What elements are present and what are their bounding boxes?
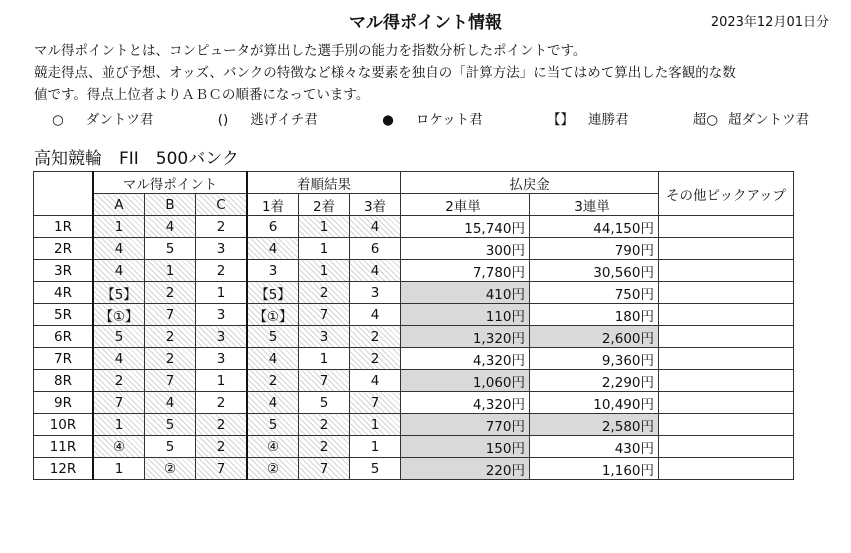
cell-a: 4 xyxy=(93,260,145,282)
cell-b: ② xyxy=(145,458,196,480)
cell-exacta: 1,060円 xyxy=(401,370,530,392)
cell-race: 1R xyxy=(34,216,94,238)
cell-other-pickup xyxy=(659,436,794,458)
cell-other-pickup xyxy=(659,304,794,326)
cell-a: 5 xyxy=(93,326,145,348)
cell-r3: 2 xyxy=(350,348,401,370)
cell-r3: 5 xyxy=(350,458,401,480)
table-row xyxy=(34,370,794,392)
cell-r2: 1 xyxy=(299,348,350,370)
cell-c: 1 xyxy=(196,282,248,304)
legend-item-renshou: 【】 連勝君 xyxy=(546,112,629,128)
cell-trifecta: 430円 xyxy=(530,436,659,458)
cell-c: 2 xyxy=(196,436,248,458)
cell-other-pickup xyxy=(659,282,794,304)
header-c: C xyxy=(196,194,248,216)
cell-b: 7 xyxy=(145,304,196,326)
header-exacta: 2車単 xyxy=(401,194,530,216)
cell-race: 3R xyxy=(34,260,94,282)
table-row xyxy=(34,260,794,282)
header-payout: 払戻金 xyxy=(401,172,659,194)
cell-c: 2 xyxy=(196,216,248,238)
table-row xyxy=(34,216,794,238)
cell-c: 3 xyxy=(196,326,248,348)
cell-other-pickup xyxy=(659,392,794,414)
cell-a: 2 xyxy=(93,370,145,392)
legend-item-dantotsu: ○ ダントツ君 xyxy=(52,112,154,128)
cell-r1: 5 xyxy=(247,414,299,436)
header-other-pickup: その他ピックアップ xyxy=(659,172,794,216)
cell-r1: 6 xyxy=(247,216,299,238)
cell-exacta: 15,740円 xyxy=(401,216,530,238)
results-table xyxy=(33,171,794,480)
cell-b: 5 xyxy=(145,414,196,436)
header-second: 2着 xyxy=(299,194,350,216)
legend xyxy=(52,108,851,128)
cell-other-pickup xyxy=(659,326,794,348)
cell-other-pickup xyxy=(659,216,794,238)
page-title: マル得ポイント情報 xyxy=(349,13,502,33)
table-row xyxy=(34,458,794,480)
cell-other-pickup xyxy=(659,348,794,370)
table-row xyxy=(34,326,794,348)
cell-r3: 4 xyxy=(350,370,401,392)
table-row xyxy=(34,392,794,414)
header-first: 1着 xyxy=(247,194,299,216)
cell-race: 9R xyxy=(34,392,94,414)
cell-exacta: 4,320円 xyxy=(401,348,530,370)
header-a: A xyxy=(93,194,145,216)
cell-r3: 2 xyxy=(350,326,401,348)
cell-other-pickup xyxy=(659,238,794,260)
cell-r1: 4 xyxy=(247,392,299,414)
cell-other-pickup xyxy=(659,458,794,480)
header-results: 着順結果 xyxy=(247,172,401,194)
cell-r2: 5 xyxy=(299,392,350,414)
cell-b: 4 xyxy=(145,392,196,414)
table-row xyxy=(34,436,794,458)
cell-b: 2 xyxy=(145,326,196,348)
cell-r1: 4 xyxy=(247,238,299,260)
cell-exacta: 7,780円 xyxy=(401,260,530,282)
cell-r2: 1 xyxy=(299,238,350,260)
cell-a: 7 xyxy=(93,392,145,414)
cell-r3: 4 xyxy=(350,260,401,282)
cell-exacta: 770円 xyxy=(401,414,530,436)
cell-r3: 1 xyxy=(350,414,401,436)
table-row xyxy=(34,238,794,260)
cell-b: 7 xyxy=(145,370,196,392)
cell-b: 5 xyxy=(145,238,196,260)
cell-trifecta: 180円 xyxy=(530,304,659,326)
cell-c: 3 xyxy=(196,238,248,260)
cell-trifecta: 750円 xyxy=(530,282,659,304)
venue-subtitle: 高知競輪 FII 500バンク xyxy=(34,149,239,169)
cell-a: 【5】 xyxy=(93,282,145,304)
cell-r3: 4 xyxy=(350,304,401,326)
cell-exacta: 300円 xyxy=(401,238,530,260)
cell-r1: 4 xyxy=(247,348,299,370)
header-third: 3着 xyxy=(350,194,401,216)
cell-r3: 7 xyxy=(350,392,401,414)
cell-a: 1 xyxy=(93,414,145,436)
cell-a: ④ xyxy=(93,436,145,458)
cell-r3: 6 xyxy=(350,238,401,260)
cell-race: 11R xyxy=(34,436,94,458)
table-row xyxy=(34,348,794,370)
cell-race: 7R xyxy=(34,348,94,370)
cell-a: 1 xyxy=(93,216,145,238)
header-b: B xyxy=(145,194,196,216)
cell-trifecta: 1,160円 xyxy=(530,458,659,480)
cell-trifecta: 44,150円 xyxy=(530,216,659,238)
cell-r3: 1 xyxy=(350,436,401,458)
legend-item-super-dantotsu: 超○ 超ダントツ君 xyxy=(692,112,810,128)
cell-race: 2R xyxy=(34,238,94,260)
cell-trifecta: 790円 xyxy=(530,238,659,260)
cell-c: 2 xyxy=(196,414,248,436)
cell-b: 2 xyxy=(145,348,196,370)
cell-race: 4R xyxy=(34,282,94,304)
cell-r2: 1 xyxy=(299,260,350,282)
description xyxy=(34,40,834,106)
description-line: 競走得点、並び予想、オッズ、バンクの特徴など様々な要素を独自の「計算方法」に当てはめて算出した客観的な数 xyxy=(34,65,736,81)
cell-b: 5 xyxy=(145,436,196,458)
legend-item-nigeichi: () 逃げイチ君 xyxy=(217,112,318,128)
cell-other-pickup xyxy=(659,414,794,436)
legend-item-rocket: ● ロケット君 xyxy=(382,112,483,128)
cell-r1: 5 xyxy=(247,326,299,348)
cell-r2: 7 xyxy=(299,370,350,392)
cell-r1: 3 xyxy=(247,260,299,282)
cell-a: 4 xyxy=(93,348,145,370)
cell-trifecta: 10,490円 xyxy=(530,392,659,414)
header-race-blank xyxy=(34,172,94,216)
cell-race: 5R xyxy=(34,304,94,326)
cell-r2: 3 xyxy=(299,326,350,348)
cell-exacta: 110円 xyxy=(401,304,530,326)
table-row xyxy=(34,414,794,436)
cell-other-pickup xyxy=(659,260,794,282)
cell-r2: 2 xyxy=(299,414,350,436)
cell-r3: 4 xyxy=(350,216,401,238)
cell-c: 3 xyxy=(196,348,248,370)
cell-r1: ② xyxy=(247,458,299,480)
cell-r1: 2 xyxy=(247,370,299,392)
cell-exacta: 4,320円 xyxy=(401,392,530,414)
cell-race: 10R xyxy=(34,414,94,436)
cell-b: 2 xyxy=(145,282,196,304)
cell-r1: ④ xyxy=(247,436,299,458)
cell-c: 2 xyxy=(196,392,248,414)
cell-exacta: 220円 xyxy=(401,458,530,480)
header-trifecta: 3連単 xyxy=(530,194,659,216)
cell-race: 8R xyxy=(34,370,94,392)
cell-b: 4 xyxy=(145,216,196,238)
cell-exacta: 150円 xyxy=(401,436,530,458)
cell-a: 4 xyxy=(93,238,145,260)
cell-r2: 2 xyxy=(299,282,350,304)
cell-r2: 2 xyxy=(299,436,350,458)
cell-r3: 3 xyxy=(350,282,401,304)
cell-trifecta: 2,600円 xyxy=(530,326,659,348)
cell-trifecta: 2,290円 xyxy=(530,370,659,392)
header-points: マル得ポイント xyxy=(93,172,247,194)
cell-r2: 1 xyxy=(299,216,350,238)
description-line: マル得ポイントとは、コンピュータが算出した選手別の能力を指数分析したポイントです。 xyxy=(34,43,587,59)
cell-c: 3 xyxy=(196,304,248,326)
table-row xyxy=(34,282,794,304)
cell-other-pickup xyxy=(659,370,794,392)
cell-r2: 7 xyxy=(299,458,350,480)
cell-exacta: 410円 xyxy=(401,282,530,304)
cell-b: 1 xyxy=(145,260,196,282)
cell-c: 7 xyxy=(196,458,248,480)
cell-trifecta: 9,360円 xyxy=(530,348,659,370)
cell-a: 1 xyxy=(93,458,145,480)
cell-a: 【①】 xyxy=(93,304,145,326)
cell-exacta: 1,320円 xyxy=(401,326,530,348)
cell-c: 2 xyxy=(196,260,248,282)
cell-r1: 【①】 xyxy=(247,304,299,326)
table-row xyxy=(34,304,794,326)
cell-trifecta: 30,560円 xyxy=(530,260,659,282)
report-date: 2023年12月01日分 xyxy=(710,15,829,30)
cell-r2: 7 xyxy=(299,304,350,326)
cell-r1: 【5】 xyxy=(247,282,299,304)
cell-c: 1 xyxy=(196,370,248,392)
description-line: 値です。得点上位者よりＡＢＣの順番になっています。 xyxy=(34,87,370,103)
cell-race: 6R xyxy=(34,326,94,348)
cell-race: 12R xyxy=(34,458,94,480)
cell-trifecta: 2,580円 xyxy=(530,414,659,436)
